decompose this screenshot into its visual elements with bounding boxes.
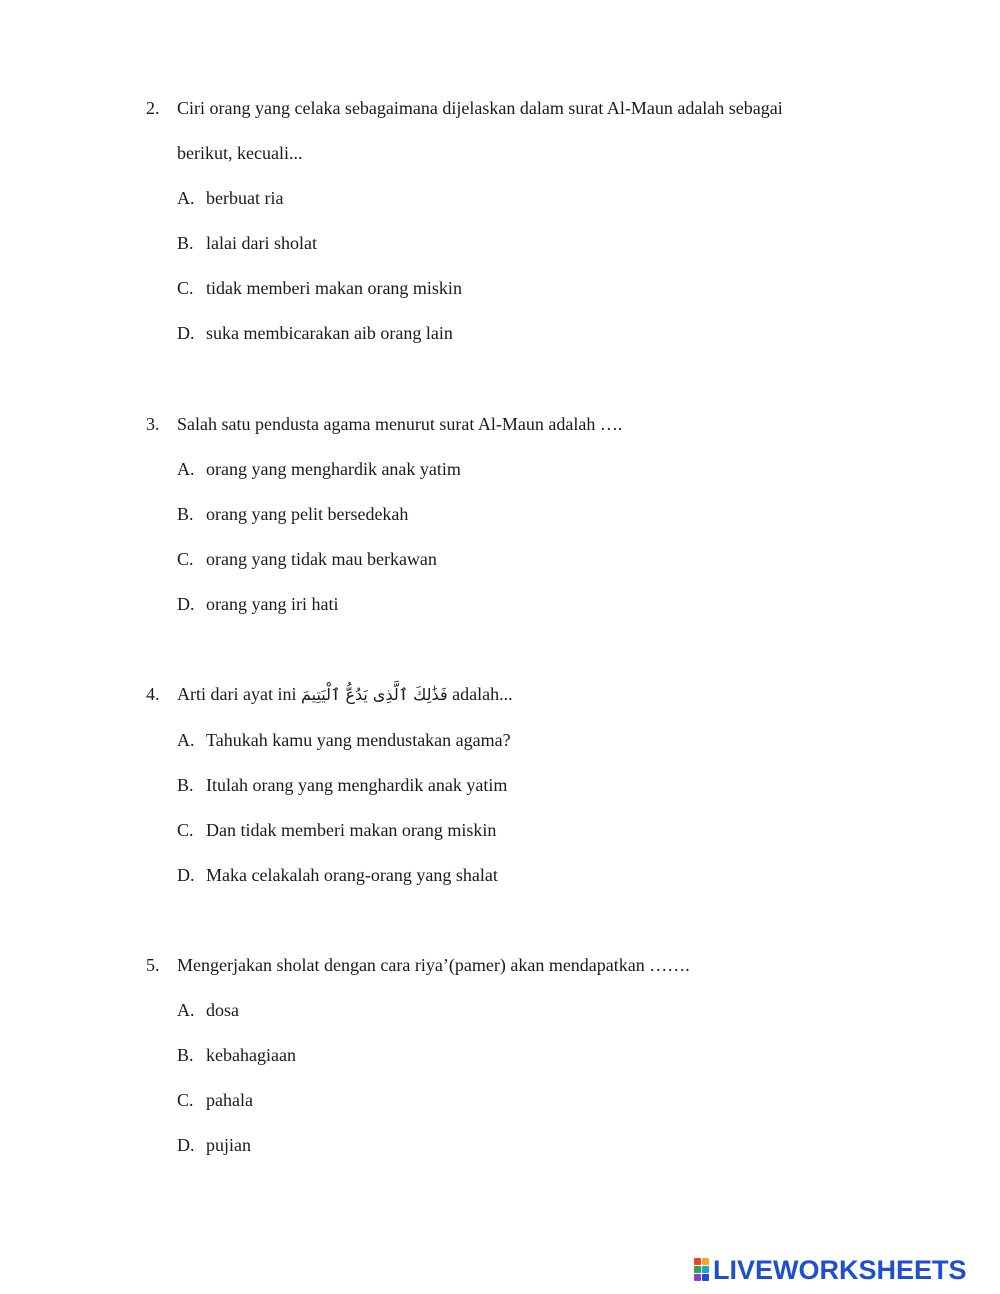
option-letter: D.	[177, 323, 195, 343]
logo-square	[694, 1258, 701, 1265]
option-letter: B.	[177, 1045, 194, 1065]
question-prefix: Arti dari ayat ini	[177, 684, 297, 704]
logo-text: LIVEWORKSHEETS	[713, 1254, 967, 1285]
logo-square	[702, 1274, 709, 1281]
option-letter: D.	[177, 1135, 195, 1155]
logo-square	[702, 1258, 709, 1265]
question-text-continued: berikut, kecuali...	[177, 143, 303, 163]
logo-badge-icon	[694, 1258, 710, 1282]
option-letter: D.	[177, 865, 195, 885]
option-text: berbuat ria	[206, 188, 284, 208]
logo-square	[694, 1266, 701, 1273]
question-text	[177, 683, 513, 706]
option-letter: B.	[177, 504, 194, 524]
option-text: Itulah orang yang menghardik anak yatim	[206, 775, 508, 795]
option-letter: D.	[177, 594, 195, 614]
option-text: pujian	[206, 1135, 251, 1155]
logo-square	[702, 1266, 709, 1273]
option-text: kebahagiaan	[206, 1045, 296, 1065]
option-text: pahala	[206, 1090, 253, 1110]
option-text: orang yang tidak mau berkawan	[206, 549, 437, 569]
liveworksheets-logo[interactable]	[694, 1255, 967, 1285]
option-letter: A.	[177, 1000, 195, 1020]
question-number: 2.	[146, 98, 160, 118]
option-text: orang yang iri hati	[206, 594, 339, 614]
question-number: 5.	[146, 955, 160, 975]
logo-square	[694, 1274, 701, 1281]
option-letter: B.	[177, 233, 194, 253]
option-letter: A.	[177, 730, 195, 750]
question-number: 3.	[146, 414, 160, 434]
option-letter: C.	[177, 1090, 194, 1110]
option-text: Dan tidak memberi makan orang miskin	[206, 820, 497, 840]
option-letter: A.	[177, 188, 195, 208]
option-letter: C.	[177, 549, 194, 569]
option-letter: C.	[177, 820, 194, 840]
option-text: Maka celakalah orang-orang yang shalat	[206, 865, 498, 885]
question-text: Salah satu pendusta agama menurut surat Al-Maun adalah ….	[177, 414, 623, 434]
option-text: lalai dari sholat	[206, 233, 317, 253]
option-text: suka membicarakan aib orang lain	[206, 323, 453, 343]
question-suffix: adalah...	[452, 684, 513, 704]
option-text: orang yang menghardik anak yatim	[206, 459, 461, 479]
option-letter: C.	[177, 278, 194, 298]
arabic-verse: فَذَٰلِكَ ٱلَّذِى يَدُعُّ ٱلْيَتِيمَ	[300, 685, 448, 704]
option-text: tidak memberi makan orang miskin	[206, 278, 462, 298]
question-text: Ciri orang yang celaka sebagaimana dijelaskan dalam surat Al-Maun adalah sebagai	[177, 98, 783, 118]
option-text: orang yang pelit bersedekah	[206, 504, 409, 524]
option-text: dosa	[206, 1000, 239, 1020]
option-letter: A.	[177, 459, 195, 479]
question-text: Mengerjakan sholat dengan cara riya’(pamer) akan mendapatkan …….	[177, 955, 690, 975]
question-number: 4.	[146, 684, 160, 704]
option-text: Tahukah kamu yang mendustakan agama?	[206, 730, 511, 750]
option-letter: B.	[177, 775, 194, 795]
